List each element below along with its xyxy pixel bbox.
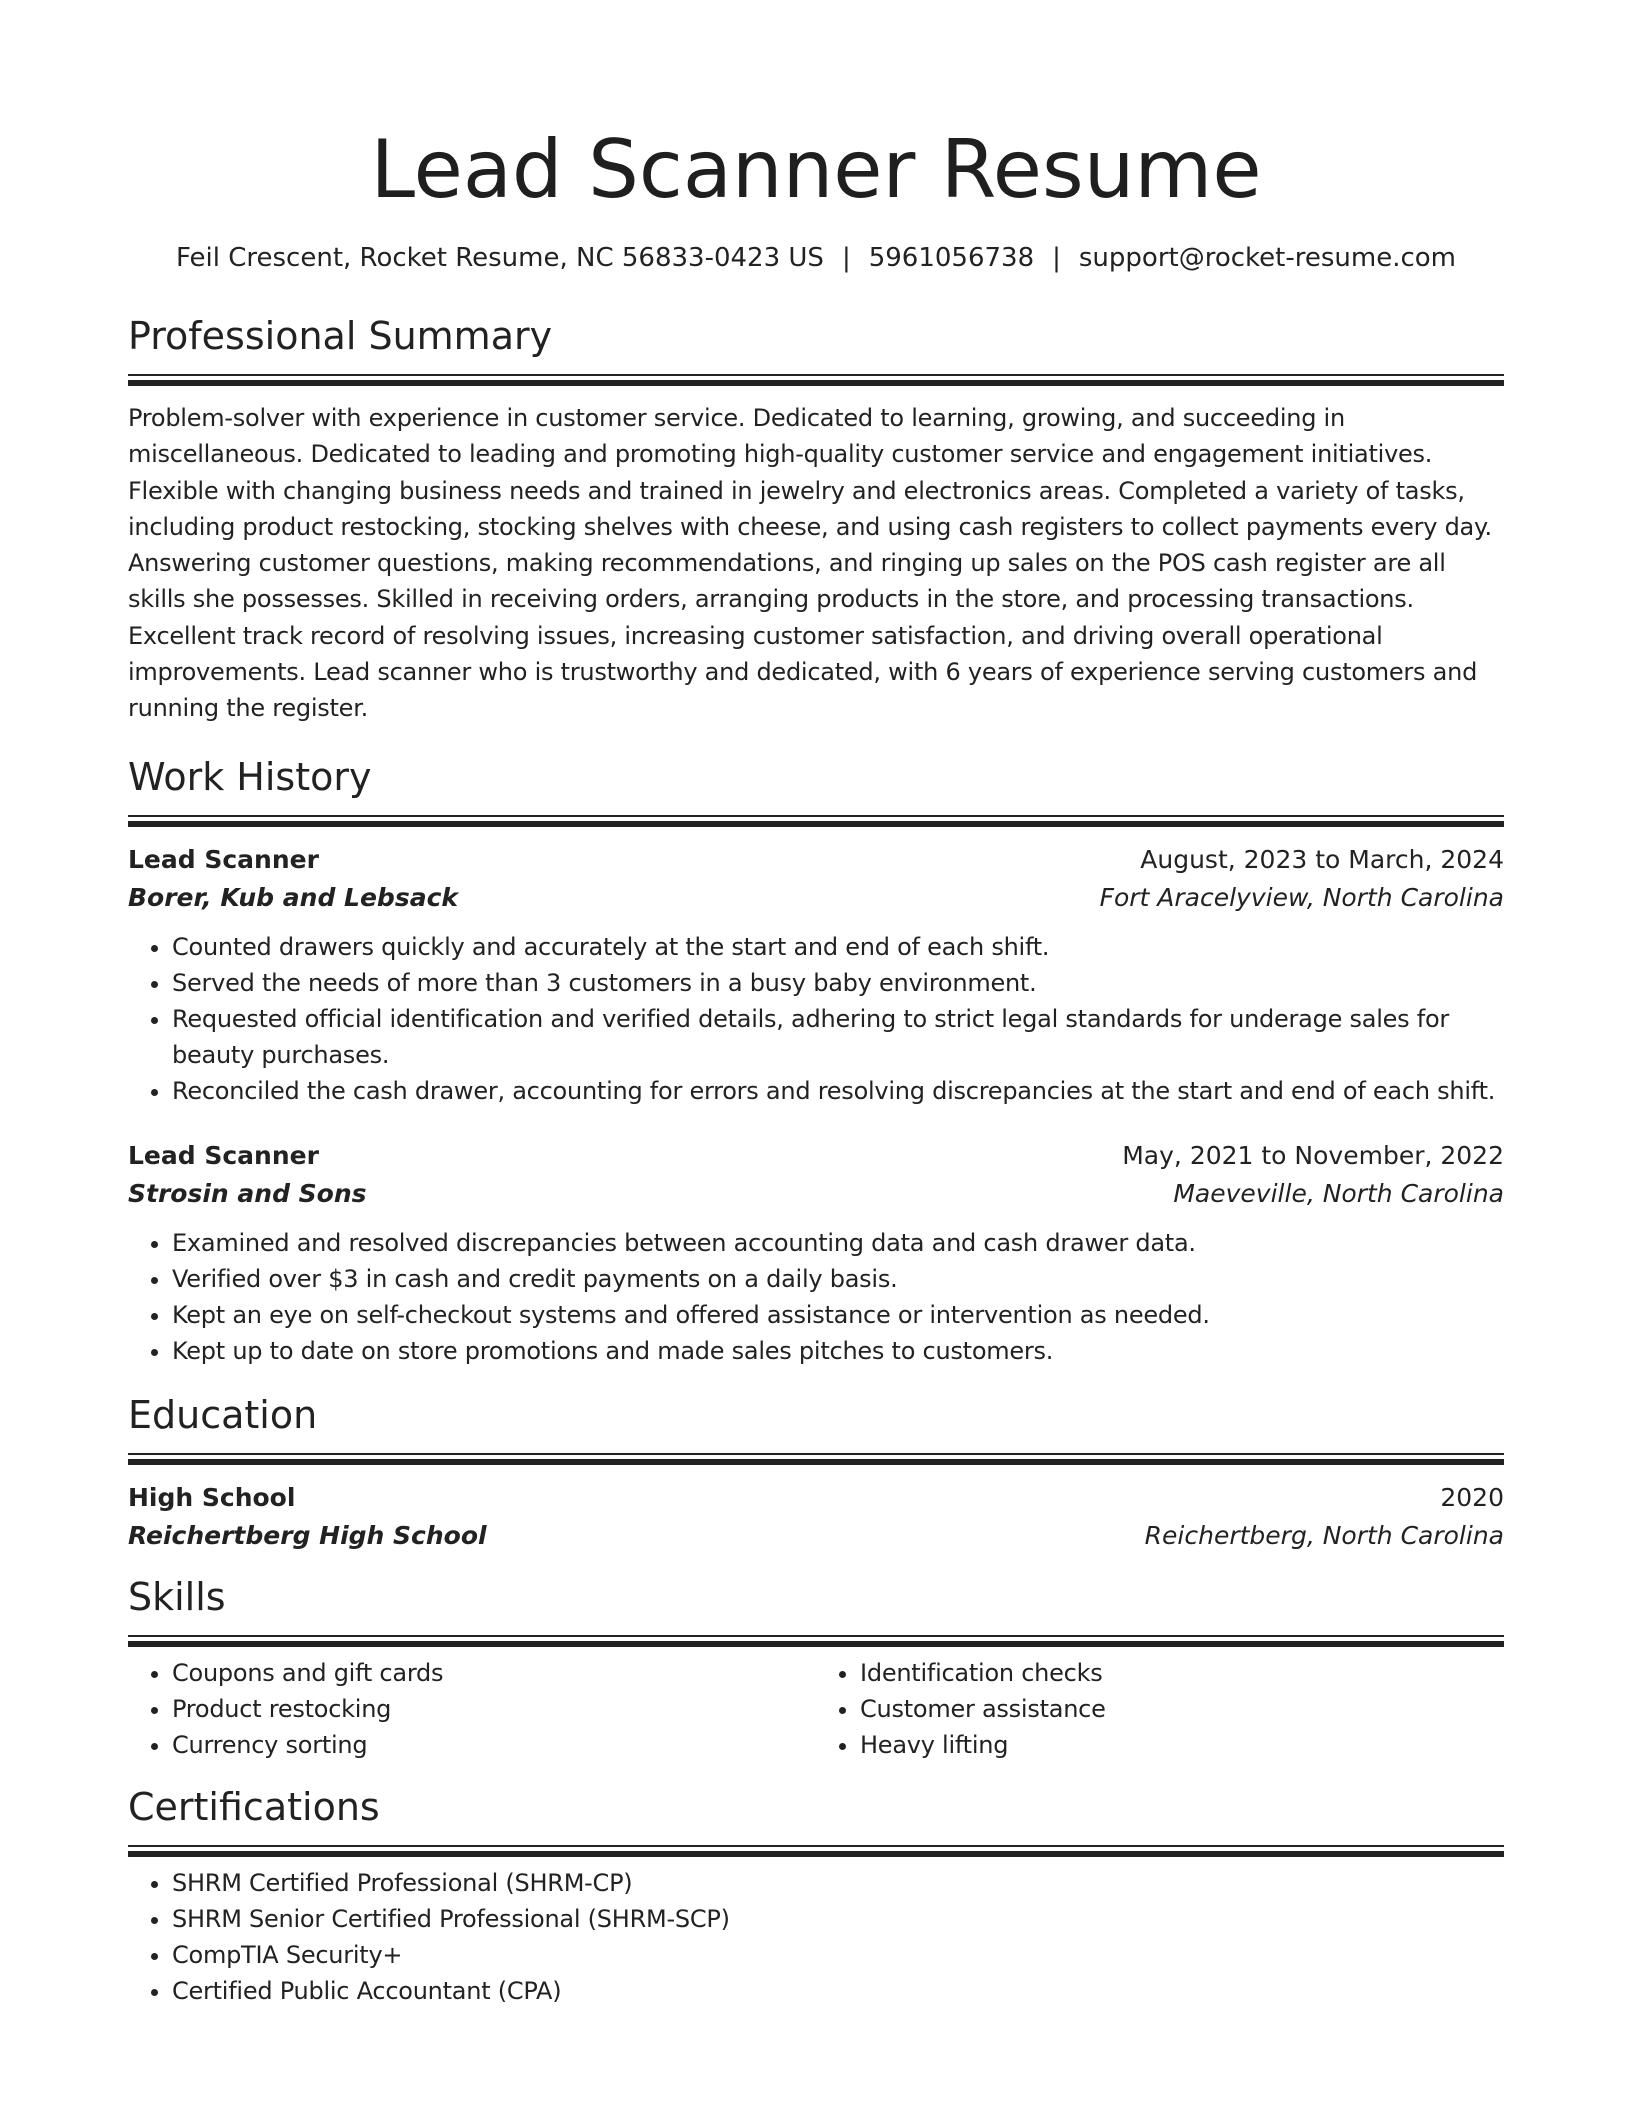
- list-item: • Kept up to date on store promotions and made sales pitches to customers.: [172, 1333, 1504, 1369]
- section-divider: [128, 1635, 1504, 1647]
- job-company: Strosin and Sons: [128, 1178, 367, 1208]
- job-entry: [128, 1137, 1504, 1369]
- job-bullets: [128, 1225, 1504, 1369]
- email-link[interactable]: support@rocket-resume.com: [1078, 243, 1456, 273]
- skills-list-left: [128, 1655, 816, 1763]
- list-item: • Customer assistance: [860, 1691, 1504, 1727]
- section-title-education: Education: [128, 1392, 318, 1437]
- list-item: • Counted drawers quickly and accurately at the start and end of each shift.: [172, 929, 1504, 965]
- job-role: Lead Scanner: [128, 844, 319, 874]
- section-title-skills: Skills: [128, 1574, 226, 1619]
- job-header: [128, 1137, 1504, 1175]
- education-section: [128, 1391, 1504, 1555]
- school-name: Reichertberg High School: [128, 1520, 487, 1550]
- certifications-list: [128, 1865, 1504, 2009]
- section-title-certifications: Certifications: [128, 1784, 380, 1829]
- work-section: [128, 753, 1504, 1369]
- contact-line: [128, 240, 1504, 276]
- job-subheader: [128, 879, 1504, 917]
- summary-section: [128, 312, 1504, 727]
- job-company: Borer, Kub and Lebsack: [128, 882, 459, 912]
- section-divider: [128, 815, 1504, 827]
- list-item: • Currency sorting: [172, 1727, 816, 1763]
- summary-text: Problem-solver with experience in customer service. Dedicated to learning, growing, and succeeding in miscellaneous. Dedicated to leading and promoting high-quality customer service and engagement initiatives. Flexible with changing business needs and trained in jewelry and electronics areas. Completed a variety of tasks, including product restocking, stocking shelves with cheese, and using cash registers to collect payments every day. Answering customer questions, making recommendations, and ringing up sales on the POS cash register are all skills she possesses. Skilled in receiving orders, arranging products in the store, and processing transactions. Excellent track record of resolving issues, increasing customer satisfaction, and driving overall operational improvements. Lead scanner who is trustworthy and dedicated, with 6 years of experience serving customers and running the register.: [128, 404, 1492, 723]
- job-dates: August, 2023 to March, 2024: [1140, 844, 1504, 874]
- skills-columns: [128, 1655, 1504, 1763]
- separator: |: [841, 243, 851, 273]
- section-divider: [128, 1845, 1504, 1857]
- list-item: • Verified over $3 in cash and credit payments on a daily basis.: [172, 1261, 1504, 1297]
- section-title-work: Work History: [128, 754, 372, 799]
- skills-list-right: [816, 1655, 1504, 1763]
- skills-section: [128, 1573, 1504, 1763]
- list-item: • SHRM Senior Certified Professional (SHRM-SCP): [172, 1901, 1504, 1937]
- education-entry: [128, 1479, 1504, 1555]
- certifications-section: [128, 1783, 1504, 2009]
- list-item: • Heavy lifting: [860, 1727, 1504, 1763]
- job-role: Lead Scanner: [128, 1140, 319, 1170]
- graduation-year: 2020: [1440, 1482, 1504, 1512]
- list-item: • Identification checks: [860, 1655, 1504, 1691]
- degree: High School: [128, 1482, 296, 1512]
- school-location: Reichertberg, North Carolina: [1144, 1520, 1504, 1550]
- list-item: • SHRM Certified Professional (SHRM-CP): [172, 1865, 1504, 1901]
- list-item: • Requested official identification and verified details, adhering to strict legal standards for underage sales for beauty purchases.: [172, 1001, 1504, 1073]
- job-bullets: [128, 929, 1504, 1109]
- list-item: • Served the needs of more than 3 customers in a busy baby environment.: [172, 965, 1504, 1001]
- list-item: • Product restocking: [172, 1691, 816, 1727]
- list-item: • CompTIA Security+: [172, 1937, 1504, 1973]
- section-title-summary: Professional Summary: [128, 314, 553, 358]
- separator: |: [1052, 243, 1061, 273]
- job-location: Fort Aracelyview, North Carolina: [1099, 882, 1504, 912]
- resume-title: Lead Scanner Resume: [370, 123, 1262, 216]
- job-subheader: [128, 1175, 1504, 1213]
- job-entry: [128, 841, 1504, 1109]
- section-divider: [128, 374, 1504, 386]
- list-item: • Reconciled the cash drawer, accounting for errors and resolving discrepancies at the start and end of each shift.: [172, 1073, 1504, 1109]
- education-header: [128, 1479, 1504, 1517]
- job-dates: May, 2021 to November, 2022: [1122, 1140, 1504, 1170]
- address: Feil Crescent, Rocket Resume, NC 56833-0423 US: [176, 243, 824, 273]
- job-location: Maeveville, North Carolina: [1173, 1178, 1504, 1208]
- job-header: [128, 841, 1504, 879]
- list-item: • Coupons and gift cards: [172, 1655, 816, 1691]
- phone: 5961056738: [868, 243, 1035, 273]
- list-item: • Examined and resolved discrepancies between accounting data and cash drawer data.: [172, 1225, 1504, 1261]
- section-divider: [128, 1453, 1504, 1465]
- education-subheader: [128, 1517, 1504, 1555]
- list-item: • Certified Public Accountant (CPA): [172, 1973, 1504, 2009]
- list-item: • Kept an eye on self-checkout systems and offered assistance or intervention as needed.: [172, 1297, 1504, 1333]
